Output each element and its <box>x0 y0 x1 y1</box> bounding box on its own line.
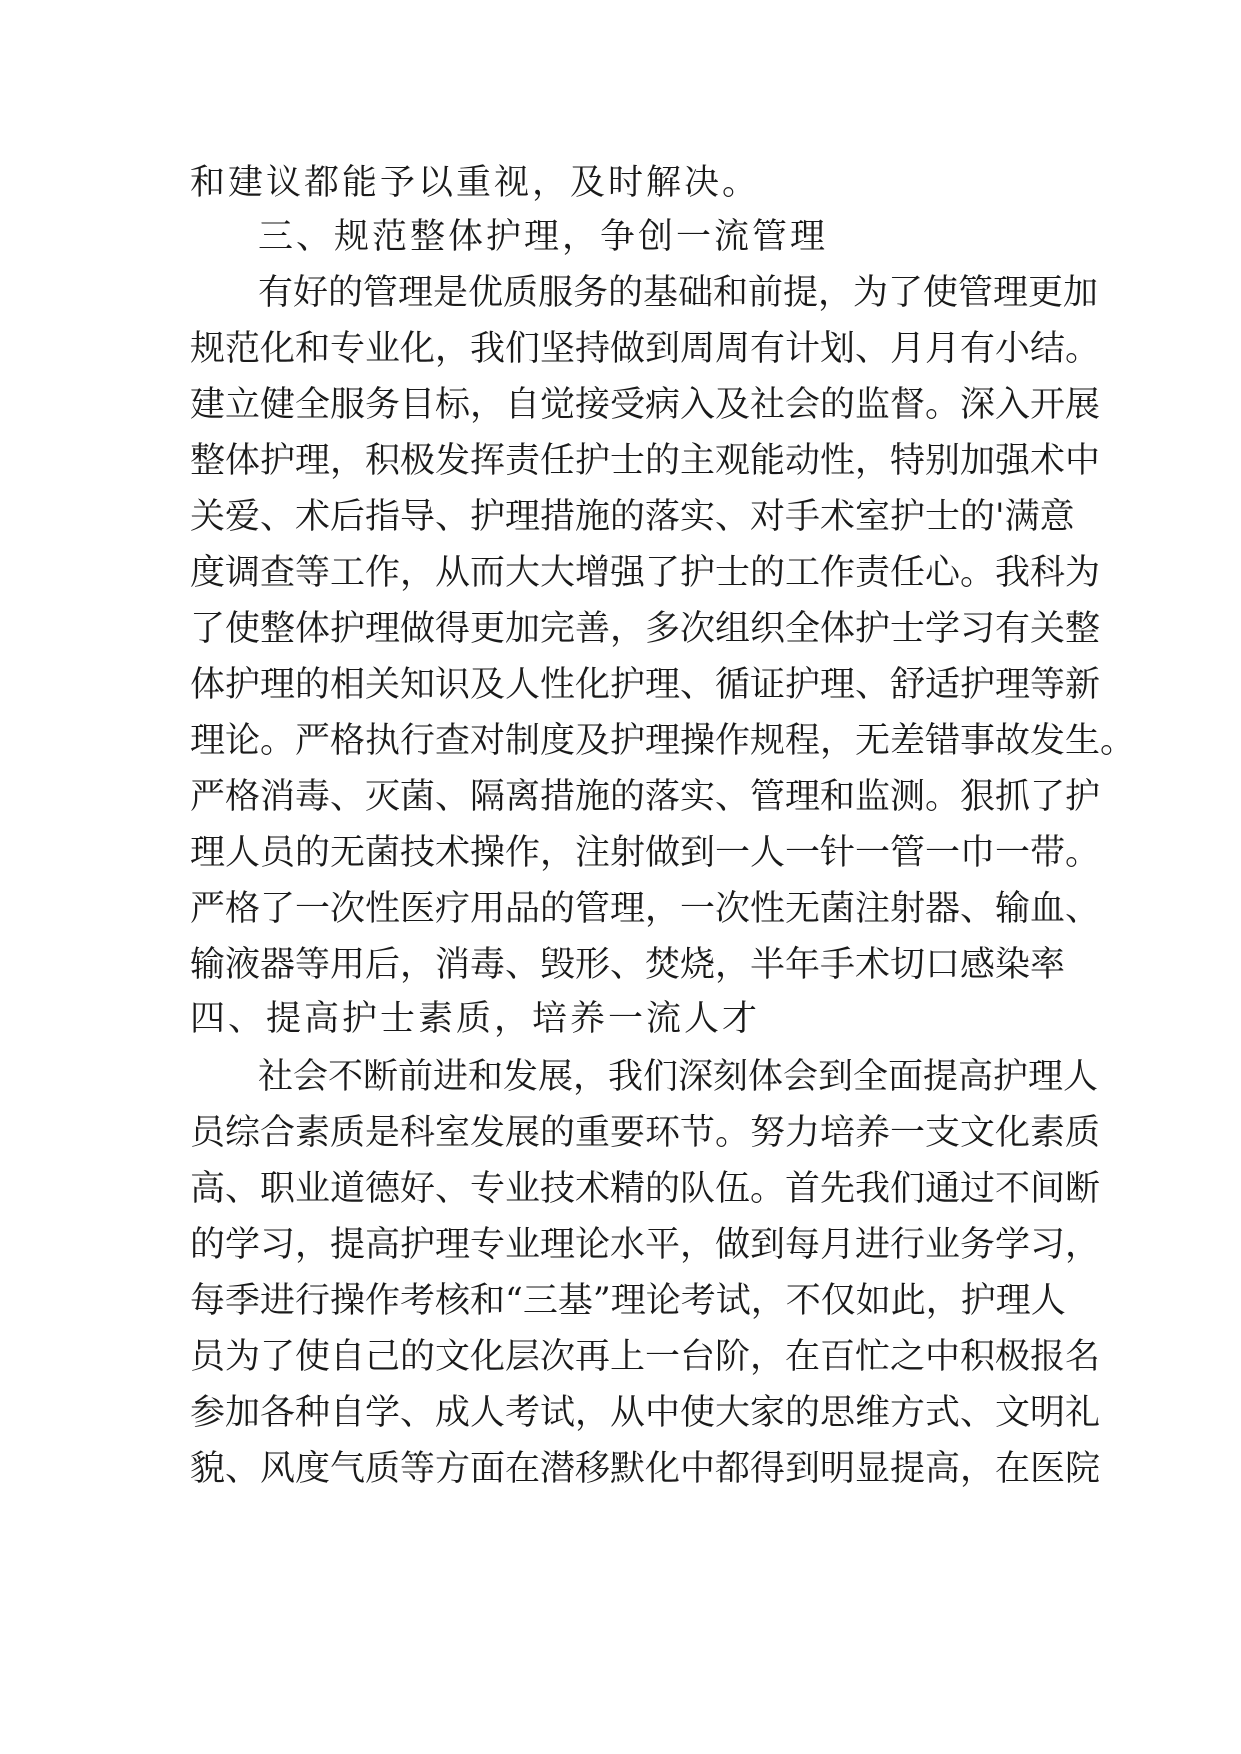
text-line-19: 高、职业道德好、专业技术精的队伍。首先我们通过不间断 <box>190 1169 1101 1209</box>
text-line-10: 体护理的相关知识及人性化护理、循证护理、舒适护理等新 <box>190 665 1101 705</box>
text-line-4: 规范化和专业化，我们坚持做到周周有计划、月月有小结。 <box>190 329 1101 369</box>
text-line-8: 度调查等工作，从而大大增强了护士的工作责任心。我科为 <box>190 553 1101 593</box>
section-heading-4: 四、提高护士素质，培养一流人才 <box>190 999 761 1039</box>
text-line-21: 每季进行操作考核和“三基”理论考试，不仅如此，护理人 <box>190 1281 1066 1321</box>
text-line-18: 员综合素质是科室发展的重要环节。努力培养一支文化素质 <box>190 1113 1101 1153</box>
section-heading-3: 三、规范整体护理，争创一流管理 <box>258 217 829 257</box>
text-line-20: 的学习，提高护理专业理论水平，做到每月进行业务学习， <box>190 1225 1101 1265</box>
text-line-7: 关爱、术后指导、护理措施的落实、对手术室护士的'满意 <box>190 497 1075 537</box>
text-line-13: 理人员的无菌技术操作，注射做到一人一针一管一巾一带。 <box>190 833 1101 873</box>
text-line-15: 输液器等用后，消毒、毁形、焚烧，半年手术切口感染率 <box>190 945 1066 985</box>
text-line-1: 和建议都能予以重视，及时解决。 <box>190 163 761 203</box>
text-line-14: 严格了一次性医疗用品的管理，一次性无菌注射器、输血、 <box>190 889 1101 929</box>
text-line-17: 社会不断前进和发展，我们深刻体会到全面提高护理人 <box>258 1057 1099 1097</box>
text-line-22: 员为了使自己的文化层次再上一台阶，在百忙之中积极报名 <box>190 1337 1101 1377</box>
text-line-11: 理论。严格执行查对制度及护理操作规程，无差错事故发生。 <box>190 721 1136 761</box>
text-line-12: 严格消毒、灭菌、隔离措施的落实、管理和监测。狠抓了护 <box>190 777 1101 817</box>
text-line-24: 貌、风度气质等方面在潜移默化中都得到明显提高，在医院 <box>190 1449 1101 1489</box>
text-line-6: 整体护理，积极发挥责任护士的主观能动性，特别加强术中 <box>190 441 1101 481</box>
text-line-3: 有好的管理是优质服务的基础和前提，为了使管理更加 <box>258 273 1099 313</box>
text-line-5: 建立健全服务目标，自觉接受病入及社会的监督。深入开展 <box>190 385 1101 425</box>
text-line-9: 了使整体护理做得更加完善，多次组织全体护士学习有关整 <box>190 609 1101 649</box>
text-line-23: 参加各种自学、成人考试，从中使大家的思维方式、文明礼 <box>190 1393 1101 1433</box>
